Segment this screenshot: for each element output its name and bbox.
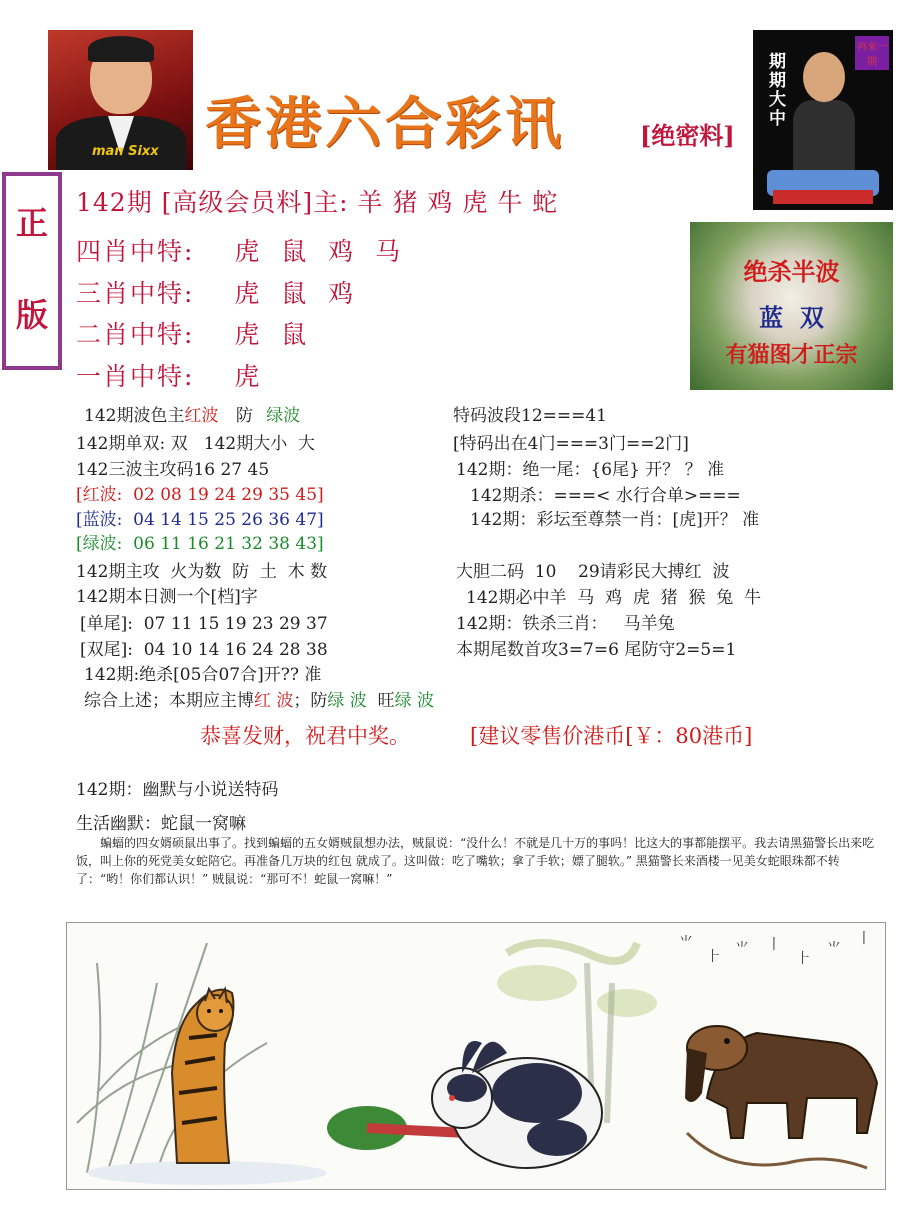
summary-sep: ；防 bbox=[293, 691, 328, 711]
pick-row bbox=[76, 274, 355, 310]
blue-wave-numbers: [蓝波: 04 14 15 25 26 36 47] bbox=[76, 510, 324, 530]
kill-combo-line: 142期:绝杀[05合07合]开?? 准 bbox=[84, 665, 322, 685]
wave-prefix: 142期波色主 bbox=[84, 406, 185, 426]
svg-text:⺊: ⺊ bbox=[797, 951, 811, 967]
figure-base-stand bbox=[773, 190, 873, 204]
summary-alt: 绿 波 bbox=[394, 691, 435, 711]
hair-shape bbox=[88, 36, 154, 62]
pick-label: 三肖中特: bbox=[76, 279, 195, 308]
story-heading: 142期：幽默与小说送特码 bbox=[76, 780, 279, 800]
cat-box-caption: 有猫图才正宗 bbox=[725, 342, 858, 368]
cat-box-pick: 蓝 双 bbox=[759, 303, 824, 332]
svg-text:⺌: ⺌ bbox=[679, 935, 693, 951]
pick-value: 虎 bbox=[234, 362, 262, 391]
rabbit-painting bbox=[327, 943, 657, 1168]
cat-box-title: 绝杀半波 bbox=[743, 257, 840, 286]
tiger-painting bbox=[77, 943, 327, 1185]
odd-even-line: 142期单双: 双 142期大小 大 bbox=[76, 434, 316, 454]
single-tail-line: [单尾]: 07 11 15 19 23 29 37 bbox=[80, 614, 328, 634]
genuine-badge-char1: 正 bbox=[15, 204, 48, 242]
pick-value: 虎 鼠 bbox=[234, 320, 309, 349]
summary-main: 红 波 bbox=[254, 691, 294, 711]
summary-wang: 旺 bbox=[366, 691, 395, 711]
five-elements-line: 142期主攻 火为数 防 土 木 数 bbox=[76, 562, 328, 582]
story-subheading: 生活幽默：蛇鼠一窝嘛 bbox=[76, 814, 246, 834]
figure-body bbox=[793, 100, 855, 170]
title-tag: [绝密料] bbox=[640, 121, 735, 150]
calligraphy-marks bbox=[679, 931, 871, 967]
iron-kill-line: 142期：铁杀三肖： 马羊兔 bbox=[456, 614, 675, 634]
wave-main: 红波 bbox=[184, 406, 219, 426]
figure-head bbox=[803, 52, 845, 102]
pick-label: 四肖中特: bbox=[76, 237, 195, 266]
door-line: [特码出在4门===3门==2门] bbox=[453, 434, 689, 454]
pick-row bbox=[76, 232, 402, 268]
three-wave-line: 142三波主攻码16 27 45 bbox=[76, 460, 270, 480]
daily-char-line: 142期本日测一个[档]字 bbox=[76, 587, 258, 607]
range-line: 特码波段12===41 bbox=[453, 406, 607, 426]
photo-badge: 再來一期 bbox=[855, 36, 889, 70]
green-wave-numbers: [绿波: 06 11 16 21 32 38 43] bbox=[76, 534, 324, 554]
svg-text:⼁: ⼁ bbox=[857, 931, 871, 947]
bold-two-line: 大胆二码 10 29请彩民大搏红 波 bbox=[456, 562, 730, 582]
photo-caption: 期期大中 bbox=[765, 52, 785, 128]
story-body: 蝙蝠的四女婿硕鼠出事了。找到蝙蝠的五女婿贼鼠想办法，贼鼠说：“没什么！不就是几十万的事吗！比这大的事都能摆平。我去请黑猫警长出来吃饭，叫上你的死党美女蛇陪它。再准备几万块的红包 就成了。这叫做：吃了嘴软；拿了手软；嫖了腿软。” 黑猫警长来酒楼一见美女蛇眼珠都不转了：“哟！你们都认识！” 贼鼠说：“那可不！蛇鼠一窝嘛！” bbox=[76, 836, 875, 886]
member-picks: 142期 [高级会员料]主: 羊 猪 鸡 虎 牛 蛇 bbox=[76, 188, 559, 217]
wave-guard: 防 bbox=[235, 406, 253, 426]
red-wave-numbers: [红波: 02 08 19 24 29 35 45] bbox=[76, 485, 324, 505]
pick-row bbox=[76, 315, 308, 351]
svg-text:⺌: ⺌ bbox=[827, 941, 841, 957]
wave-color-line bbox=[84, 401, 300, 426]
photo-signature: man Sixx bbox=[92, 144, 159, 159]
page-title: 香港六合彩讯 bbox=[205, 91, 565, 157]
double-tail-line: [双尾]: 04 10 14 16 24 28 38 bbox=[80, 640, 328, 660]
genuine-badge bbox=[2, 172, 62, 370]
pick-value: 虎 鼠 鸡 bbox=[234, 279, 356, 308]
svg-text:⺊: ⺊ bbox=[707, 949, 721, 965]
pick-value: 虎 鼠 鸡 马 bbox=[234, 237, 403, 266]
forbidden-line: 142期：彩坛至尊禁一肖：[虎]开？ 准 bbox=[470, 510, 760, 530]
cat-image-box bbox=[690, 222, 893, 390]
summary-prefix: 综合上述；本期应主博 bbox=[84, 691, 254, 711]
pick-label: 二肖中特: bbox=[76, 320, 195, 349]
genuine-badge-char2: 版 bbox=[15, 296, 48, 334]
svg-text:⺌: ⺌ bbox=[735, 941, 749, 957]
tail-attack-line: 本期尾数首攻3=7=6 尾防守2=5=1 bbox=[456, 640, 737, 660]
congrats-text: 恭喜发财，祝君中奖。 bbox=[200, 724, 410, 748]
price-text: [建议零售价港币[￥：80港币] bbox=[470, 724, 753, 748]
paintings-strip bbox=[66, 922, 886, 1190]
pick-row bbox=[76, 357, 261, 393]
header-photo-right bbox=[753, 30, 893, 210]
summary-line bbox=[84, 686, 434, 711]
must-hit-line: 142期必中羊 马 鸡 虎 猪 猴 兔 牛 bbox=[466, 588, 762, 608]
pick-label: 一肖中特: bbox=[76, 362, 195, 391]
kill-line: 142期杀：===< 水行合单>=== bbox=[470, 486, 741, 506]
tail-line: 142期：绝一尾：{6尾} 开？ ？ 准 bbox=[456, 460, 725, 480]
header-photo-left bbox=[48, 30, 193, 170]
wave-alt: 绿波 bbox=[266, 406, 301, 426]
dog-painting bbox=[679, 931, 877, 1168]
paintings-svg bbox=[67, 923, 885, 1189]
svg-text:⼁: ⼁ bbox=[767, 937, 781, 953]
summary-guard: 绿 波 bbox=[327, 691, 367, 711]
